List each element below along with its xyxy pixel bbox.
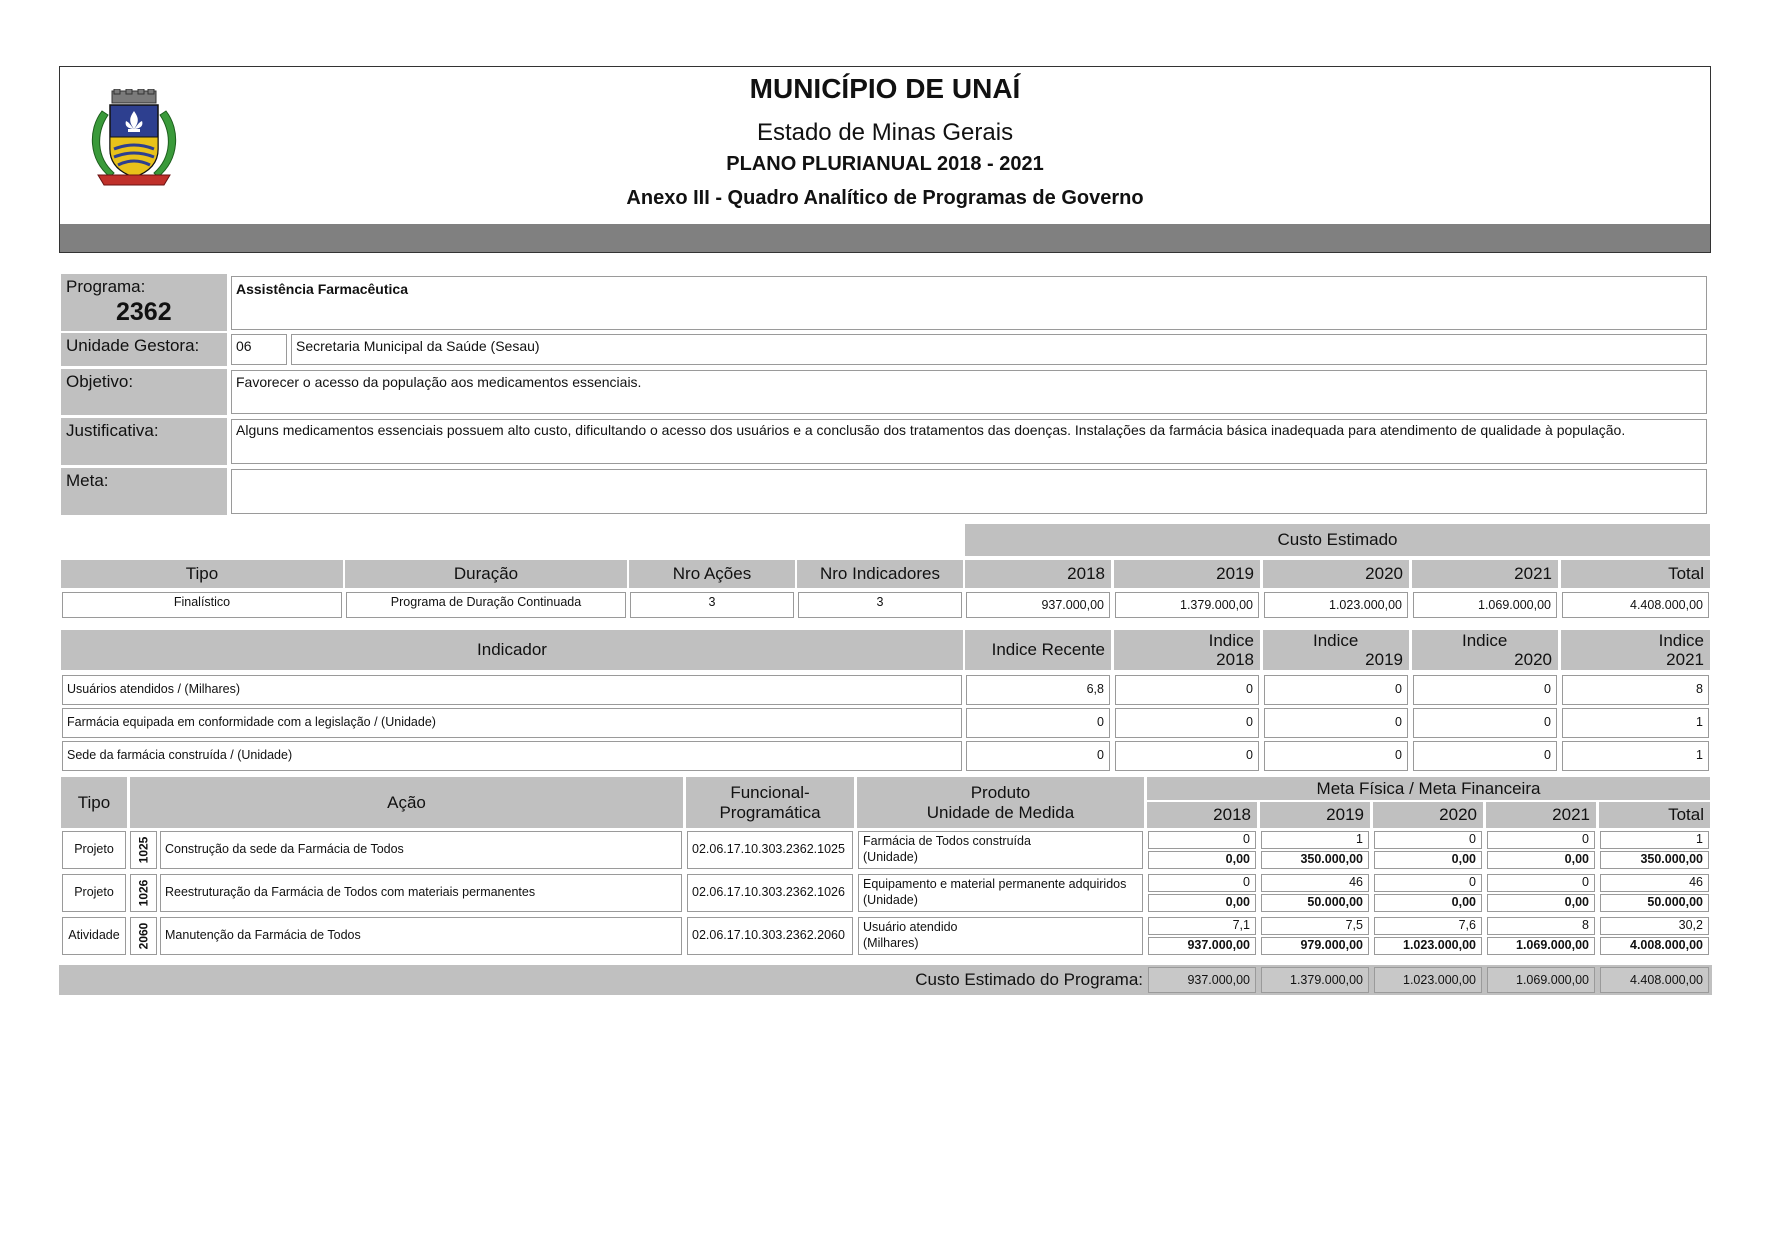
meta-fisica-2020: 0 (1374, 874, 1482, 892)
custo-2021: 1.069.000,00 (1413, 592, 1557, 618)
acao-descricao: Construção da sede da Farmácia de Todos (160, 831, 682, 869)
indice-2019-header (1263, 630, 1409, 670)
meta-fisica-total: 46 (1600, 874, 1709, 892)
indicador-2021: 1 (1562, 741, 1709, 771)
municipality-title: MUNICÍPIO DE UNAÍ (749, 73, 1021, 104)
indice-2018-header-a: Indice (1208, 631, 1254, 650)
acao-tipo-header: Tipo (61, 777, 127, 828)
indicador-recente: 6,8 (966, 675, 1110, 705)
acao-funcional: 02.06.17.10.303.2362.2060 (687, 917, 853, 955)
indicador-header: Indicador (61, 630, 963, 670)
meta-fisica-total: 1 (1600, 831, 1709, 849)
meta-fisica-2019: 1 (1261, 831, 1369, 849)
justificativa-label: Justificativa: (61, 418, 227, 465)
funcional-header (686, 777, 854, 828)
unidade-name: Secretaria Municipal da Saúde (Sesau) (291, 334, 1707, 365)
indicador-recente: 0 (966, 741, 1110, 771)
acao-produto-unidade: (Milhares) (863, 936, 919, 950)
total-programa-2018: 937.000,00 (1148, 967, 1256, 993)
meta-financeira-total: 50.000,00 (1600, 894, 1709, 912)
indicador-recente: 0 (966, 708, 1110, 738)
indicador-2018: 0 (1115, 741, 1259, 771)
meta-header-2018: 2018 (1147, 802, 1257, 828)
meta-financeira-total: 4.008.000,00 (1600, 937, 1709, 955)
meta-financeira-2018: 0,00 (1148, 851, 1256, 869)
acao-codigo-text: 1026 (136, 879, 151, 907)
meta-fisica-2020: 0 (1374, 831, 1482, 849)
indice-2019-header-a: Indice (1313, 631, 1359, 650)
indice-2021-header-a: Indice (1658, 631, 1704, 650)
programa-code: 2362 (116, 298, 172, 326)
indicador-2020: 0 (1413, 708, 1557, 738)
funcional-header-b: Programática (719, 802, 821, 822)
meta-label: Meta: (61, 468, 227, 515)
custo-total: 4.408.000,00 (1562, 592, 1709, 618)
meta-fisica-2018: 0 (1148, 831, 1256, 849)
meta-header-total: Total (1599, 802, 1710, 828)
meta-fisica-total: 30,2 (1600, 917, 1709, 935)
meta-financeira-2019: 979.000,00 (1261, 937, 1369, 955)
acao-tipo: Projeto (62, 874, 126, 912)
total-programa-total: 4.408.000,00 (1600, 967, 1709, 993)
indicador-2020: 0 (1413, 675, 1557, 705)
indicador-2019: 0 (1264, 741, 1408, 771)
custo-tipo: Finalístico (62, 592, 342, 618)
acao-funcional: 02.06.17.10.303.2362.1025 (687, 831, 853, 869)
indicador-2019: 0 (1264, 708, 1408, 738)
meta-financeira-total: 350.000,00 (1600, 851, 1709, 869)
meta-fisica-2020: 7,6 (1374, 917, 1482, 935)
indicador-2019: 0 (1264, 675, 1408, 705)
acao-tipo: Projeto (62, 831, 126, 869)
indice-2019-header-b: 2019 (1365, 650, 1403, 669)
meta-financeira-2018: 937.000,00 (1148, 937, 1256, 955)
custo-duracao: Programa de Duração Continuada (346, 592, 626, 618)
indicador-2021: 8 (1562, 675, 1709, 705)
programa-name: Assistência Farmacêutica (231, 276, 1707, 330)
custo-estimado-title: Custo Estimado (965, 524, 1710, 556)
total-programa-label: Custo Estimado do Programa: (915, 970, 1143, 989)
acao-produto-nome: Farmácia de Todos construída (863, 834, 1031, 848)
meta-header-2019: 2019 (1260, 802, 1370, 828)
produto-header-b: Unidade de Medida (926, 802, 1075, 822)
header-gray-bar (60, 224, 1710, 252)
custo-header-nro-acoes: Nro Ações (629, 560, 795, 588)
objetivo-label: Objetivo: (61, 369, 227, 415)
produto-header (857, 777, 1144, 828)
meta-financeira-2019: 350.000,00 (1261, 851, 1369, 869)
custo-header-2019: 2019 (1114, 560, 1260, 588)
state-title: Estado de Minas Gerais (756, 119, 1014, 146)
meta-fisica-financeira-header: Meta Física / Meta Financeira (1147, 777, 1710, 800)
meta-text (231, 469, 1707, 514)
acao-tipo: Atividade (62, 917, 126, 955)
custo-2019: 1.379.000,00 (1115, 592, 1259, 618)
acao-codigo-text: 2060 (136, 922, 151, 950)
acao-produto-nome: Equipamento e material permanente adquiridos (863, 877, 1127, 891)
custo-2018: 937.000,00 (966, 592, 1110, 618)
produto-header-a: Produto (970, 782, 1031, 802)
meta-header-2020: 2020 (1373, 802, 1483, 828)
total-programa-2019: 1.379.000,00 (1261, 967, 1369, 993)
unidade-code: 06 (231, 334, 287, 365)
indice-2020-header-b: 2020 (1514, 650, 1552, 669)
acao-codigo (130, 917, 157, 955)
acao-produto (858, 917, 1143, 955)
funcional-header-a: Funcional- (730, 782, 810, 802)
acao-produto-unidade: (Unidade) (863, 893, 918, 907)
acao-produto-nome: Usuário atendido (863, 920, 958, 934)
acao-codigo (130, 874, 157, 912)
meta-financeira-2018: 0,00 (1148, 894, 1256, 912)
indice-2021-header-b: 2021 (1666, 650, 1704, 669)
indice-recente-header: Indice Recente (965, 630, 1111, 670)
indicador-nome: Usuários atendidos / (Milhares) (62, 675, 962, 705)
custo-header-nro-indicadores: Nro Indicadores (797, 560, 963, 588)
meta-financeira-2021: 0,00 (1487, 894, 1595, 912)
justificativa-text: Alguns medicamentos essenciais possuem alto custo, dificultando o acesso dos usuários e a conclusão dos tratamentos das doenças. Instalações da farmácia básica inadequada para atendimento de qualidade à população. (231, 419, 1707, 464)
indicador-2018: 0 (1115, 675, 1259, 705)
meta-fisica-2021: 0 (1487, 831, 1595, 849)
meta-fisica-2018: 0 (1148, 874, 1256, 892)
custo-header-2021: 2021 (1412, 560, 1558, 588)
custo-header-tipo: Tipo (61, 560, 343, 588)
programa-label: Programa: (66, 277, 146, 296)
custo-header-2018: 2018 (965, 560, 1111, 588)
custo-nro-indicadores: 3 (798, 592, 962, 618)
report-header (59, 66, 1711, 253)
custo-header-total: Total (1561, 560, 1710, 588)
indicador-2018: 0 (1115, 708, 1259, 738)
meta-fisica-2019: 7,5 (1261, 917, 1369, 935)
acao-produto (858, 831, 1143, 869)
acao-produto (858, 874, 1143, 912)
custo-header-2020: 2020 (1263, 560, 1409, 588)
meta-fisica-2021: 8 (1487, 917, 1595, 935)
programa-label-box (61, 274, 227, 331)
meta-financeira-2021: 0,00 (1487, 851, 1595, 869)
acao-descricao: Reestruturação da Farmácia de Todos com materiais permanentes (160, 874, 682, 912)
acao-codigo-text: 1025 (136, 836, 151, 864)
indicador-nome: Farmácia equipada em conformidade com a legislação / (Unidade) (62, 708, 962, 738)
custo-header-duracao: Duração (345, 560, 627, 588)
indice-2020-header (1412, 630, 1558, 670)
indicador-2021: 1 (1562, 708, 1709, 738)
objetivo-text: Favorecer o acesso da população aos medicamentos essenciais. (231, 370, 1707, 414)
unidade-label: Unidade Gestora: (61, 333, 227, 366)
indice-2020-header-a: Indice (1462, 631, 1508, 650)
meta-fisica-2021: 0 (1487, 874, 1595, 892)
acao-descricao: Manutenção da Farmácia de Todos (160, 917, 682, 955)
total-programa-2020: 1.023.000,00 (1374, 967, 1482, 993)
acao-header: Ação (130, 777, 683, 828)
indice-2018-header-b: 2018 (1216, 650, 1254, 669)
acao-funcional: 02.06.17.10.303.2362.1026 (687, 874, 853, 912)
indice-2021-header (1561, 630, 1710, 670)
custo-2020: 1.023.000,00 (1264, 592, 1408, 618)
meta-financeira-2020: 1.023.000,00 (1374, 937, 1482, 955)
acao-produto-unidade: (Unidade) (863, 850, 918, 864)
meta-fisica-2018: 7,1 (1148, 917, 1256, 935)
meta-financeira-2020: 0,00 (1374, 851, 1482, 869)
custo-nro-acoes: 3 (630, 592, 794, 618)
meta-financeira-2019: 50.000,00 (1261, 894, 1369, 912)
acao-codigo (130, 831, 157, 869)
meta-financeira-2021: 1.069.000,00 (1487, 937, 1595, 955)
plan-title: PLANO PLURIANUAL 2018 - 2021 (726, 153, 1044, 175)
meta-fisica-2019: 46 (1261, 874, 1369, 892)
meta-financeira-2020: 0,00 (1374, 894, 1482, 912)
meta-header-2021: 2021 (1486, 802, 1596, 828)
indicador-2020: 0 (1413, 741, 1557, 771)
total-programa-2021: 1.069.000,00 (1487, 967, 1595, 993)
annex-title: Anexo III - Quadro Analítico de Programas de Governo (626, 187, 1144, 209)
indicador-nome: Sede da farmácia construída / (Unidade) (62, 741, 962, 771)
indice-2018-header (1114, 630, 1260, 670)
